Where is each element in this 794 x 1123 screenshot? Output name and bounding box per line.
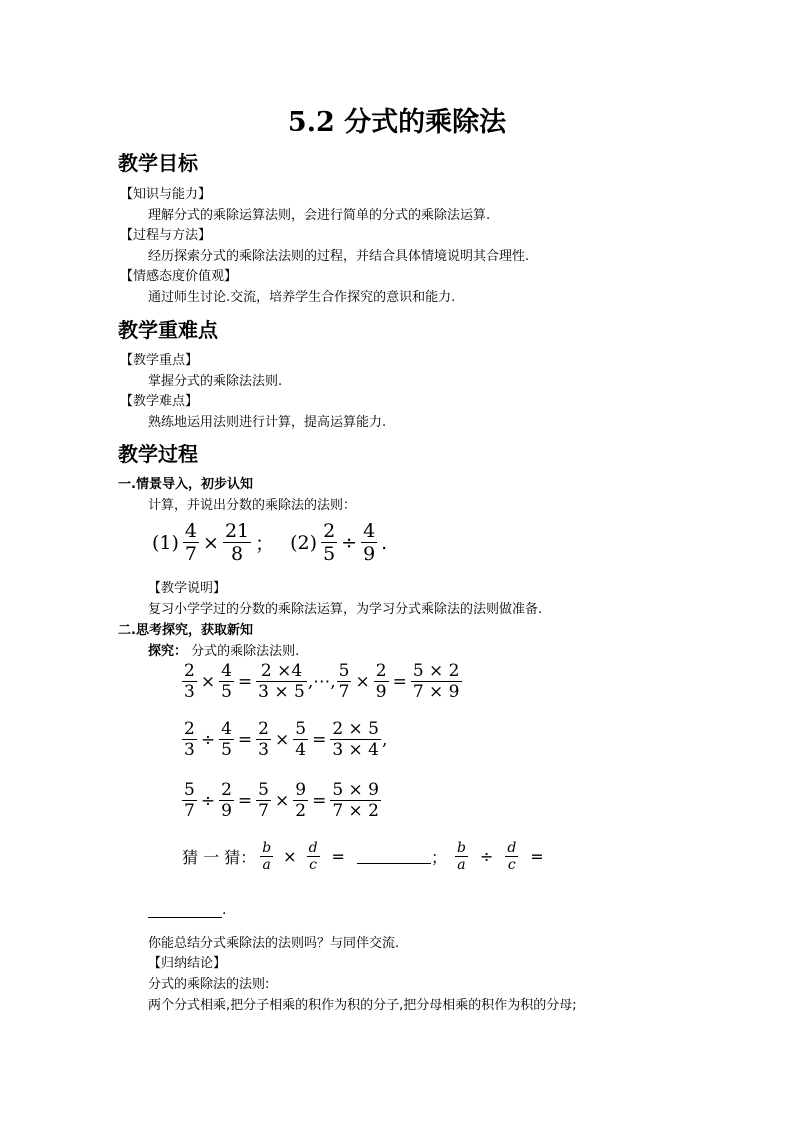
section-heading-keys: 教学重难点 — [118, 318, 218, 342]
second-blank-line — [148, 902, 226, 918]
goal-tag-emotion: 【情感态度价值观】 — [120, 269, 238, 284]
operator: × — [203, 531, 219, 554]
note-text: 复习小学学过的分数的乘除法运算，为学习分式乘除法的法则做准备. — [148, 602, 543, 617]
explore-line — [148, 640, 299, 659]
part1-title: 一.情景导入，初步认知 — [118, 477, 253, 492]
key-tag-focus: 【教学重点】 — [120, 353, 199, 368]
guess-label: 猜 一 猜： — [182, 848, 257, 867]
ex2-label: (2) — [290, 531, 318, 554]
fraction: $\frac{2}{5}$ — [323, 520, 336, 565]
fraction: $\frac{4}{9}$ — [363, 520, 376, 565]
conclusion-tag: 【归纳结论】 — [148, 956, 227, 971]
goal-text-knowledge: 理解分式的乘除运算法则，会进行简单的分式的乘除法运算. — [148, 208, 491, 223]
rule-text: 两个分式相乘,把分子相乘的积作为积的分子,把分母相乘的积作为积的分母; — [148, 998, 577, 1013]
ex1-label: (1) — [152, 531, 179, 554]
operator: ÷ — [341, 531, 358, 554]
answer-blank[interactable] — [357, 849, 431, 864]
note-tag: 【教学说明】 — [148, 581, 227, 596]
key-text-focus: 掌握分式的乘除法法则. — [148, 374, 283, 389]
explore-text: 分式的乘除法法则. — [191, 644, 300, 659]
rule-title: 分式的乘除法的法则: — [148, 977, 270, 992]
section-heading-goals: 教学目标 — [118, 151, 198, 175]
equation-1: $\frac{2}{3}$ × $\frac{4}{5}$ = $\frac{2 \times 4}{3 \times 5}$ ,⋯, $\frac{5}{7}$ × $\frac{2}{9}$ = $\frac{5 \times 2}{7 \times 9}$ — [184, 661, 460, 702]
fraction: $\frac{4}{7}$ — [184, 520, 198, 565]
goal-tag-process: 【过程与方法】 — [120, 228, 212, 243]
exercise-line — [148, 520, 391, 565]
goal-text-process: 经历探索分式的乘除法法则的过程，并结合具体情境说明其合理性. — [148, 249, 530, 264]
guess-line: 猜 一 猜： $\frac{b}{a}$ × $\frac{d}{c}$ = ； $\frac{b}{a}$ ÷ $\frac{d}{c}$ = — [182, 840, 544, 873]
period: . — [222, 902, 227, 918]
punctuation: ； — [255, 533, 275, 555]
key-text-difficulty: 熟练地运用法则进行计算，提高运算能力. — [148, 415, 387, 430]
part1-intro: 计算，并说出分数的乘除法的法则： — [148, 498, 357, 513]
page-title: 5.2 分式的乘除法 — [287, 107, 507, 138]
question-text: 你能总结分式乘除法的法则吗？与同伴交流. — [148, 936, 400, 951]
explore-label: 探究： — [148, 644, 188, 659]
equation-3: $\frac{5}{7}$ ÷ $\frac{2}{9}$ = $\frac{5}{7}$ × $\frac{9}{2}$ = $\frac{5 \times 9}{7 \times 2}$ — [184, 780, 379, 821]
part2-title: 二.思考探究，获取新知 — [118, 623, 253, 638]
goal-text-emotion: 通过师生讨论.交流，培养学生合作探究的意识和能力. — [148, 290, 456, 305]
punctuation: . — [381, 531, 388, 554]
equation-2: $\frac{2}{3}$ ÷ $\frac{4}{5}$ = $\frac{2}{3}$ × $\frac{5}{4}$ = $\frac{2 \times 5}{3 \times 4}$ , — [184, 719, 388, 760]
key-tag-difficulty: 【教学难点】 — [120, 394, 199, 409]
goal-tag-knowledge: 【知识与能力】 — [120, 187, 212, 202]
fraction: $\frac{21}{8}$ — [224, 520, 250, 565]
answer-blank[interactable] — [148, 903, 222, 918]
section-heading-process: 教学过程 — [118, 442, 198, 466]
